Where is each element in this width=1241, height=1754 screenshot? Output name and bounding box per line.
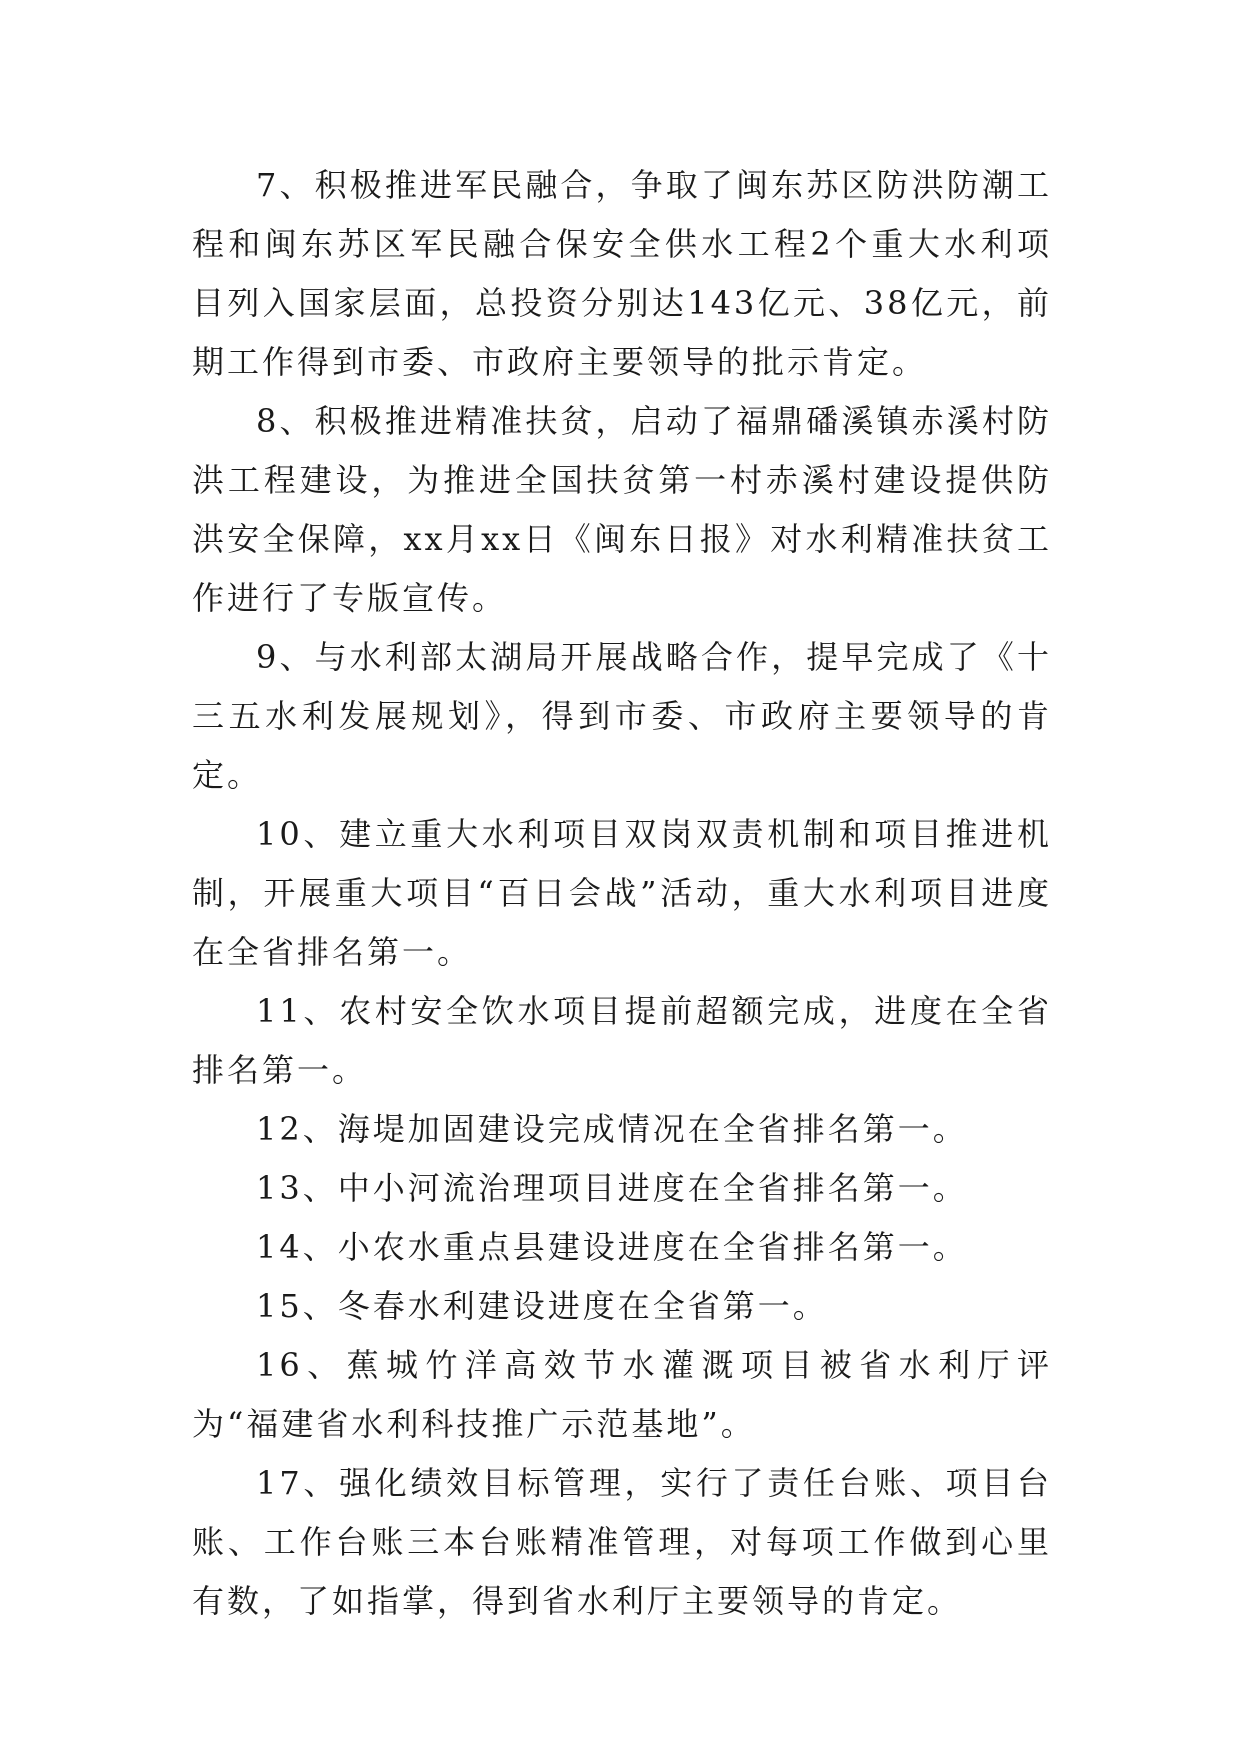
paragraph-10: 10、建立重大水利项目双岗双责机制和项目推进机制，开展重大项目“百日会战”活动，重大水利项目进度在全省排名第一。 <box>192 815 1052 971</box>
paragraph-13: 13、中小河流治理项目进度在全省排名第一。 <box>256 1169 968 1207</box>
paragraph-9: 9、与水利部太湖局开展战略合作，提早完成了《十三五水利发展规划》，得到市委、市政府主要领导的肯定。 <box>192 638 1052 794</box>
paragraph-8: 8、积极推进精准扶贫，启动了福鼎磻溪镇赤溪村防洪工程建设，为推进全国扶贫第一村赤溪村建设提供防洪安全保障，xx月xx日《闽东日报》对水利精准扶贫工作进行了专版宣传。 <box>192 402 1052 617</box>
paragraph-12: 12、海堤加固建设完成情况在全省排名第一。 <box>256 1110 968 1148</box>
paragraph-7: 7、积极推进军民融合，争取了闽东苏区防洪防潮工程和闽东苏区军民融合保安全供水工程2个重大水利项目列入国家层面，总投资分别达143亿元、38亿元，前期工作得到市委、市政府主要领导的批示肯定。 <box>192 166 1052 381</box>
paragraph-17: 17、强化绩效目标管理，实行了责任台账、项目台账、工作台账三本台账精准管理，对每项工作做到心里有数，了如指掌，得到省水利厅主要领导的肯定。 <box>192 1464 1052 1620</box>
document-body <box>192 156 1052 1631</box>
paragraph-11: 11、农村安全饮水项目提前超额完成，进度在全省排名第一。 <box>192 992 1052 1089</box>
paragraph-15: 15、冬春水利建设进度在全省第一。 <box>256 1287 828 1325</box>
paragraph-14: 14、小农水重点县建设进度在全省排名第一。 <box>256 1228 968 1266</box>
paragraph-16: 16、蕉城竹洋高效节水灌溉项目被省水利厅评为“福建省水利科技推广示范基地”。 <box>192 1346 1052 1443</box>
